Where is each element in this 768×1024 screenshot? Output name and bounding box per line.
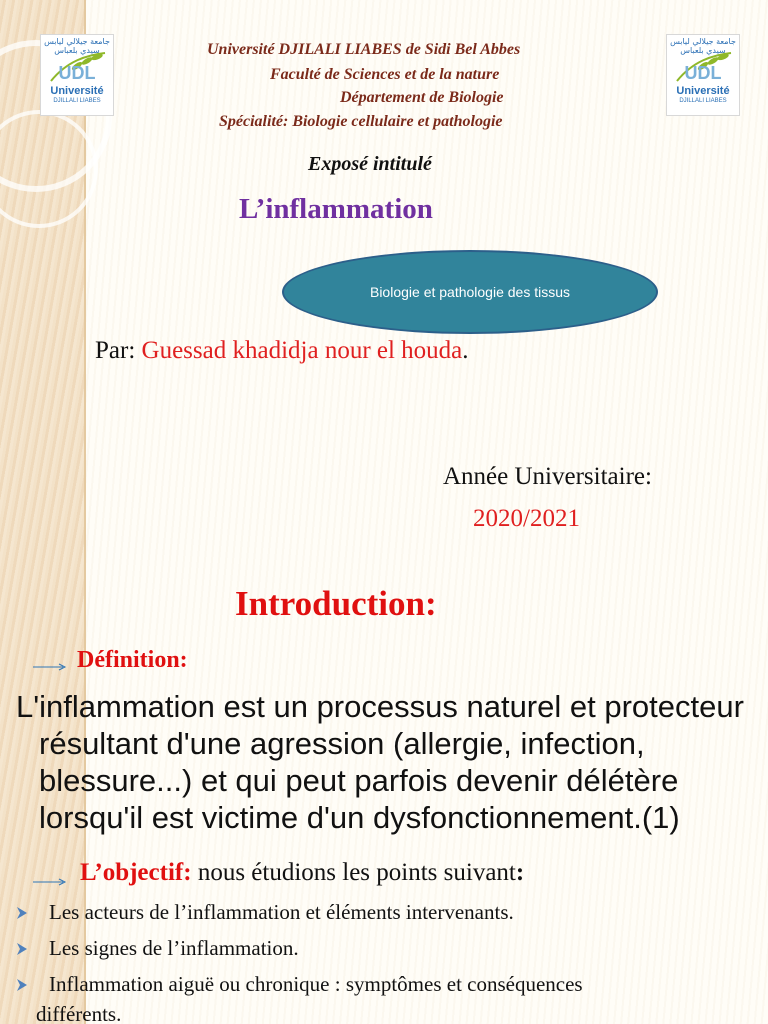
header-department: Département de Biologie	[340, 89, 504, 106]
arrow-right-icon	[33, 877, 67, 887]
header-faculty: Faculté de Sciences et de la nature	[270, 66, 500, 83]
academic-year-label: Année Universitaire:	[443, 463, 652, 490]
bullet-arrow-icon	[16, 906, 28, 920]
logo-arabic-text: جامعة جيلالي ليابس سيدي بلعباس	[44, 37, 110, 55]
subject-oval-text: Biologie et pathologie des tissus	[369, 284, 571, 300]
arrow-right-icon	[33, 662, 67, 672]
definition-line: blessure...) et qui peut parfois devenir délétère	[39, 763, 679, 798]
definition-line: L'inflammation est un processus naturel et protecteur	[16, 689, 744, 724]
header-speciality: Spécialité: Biologie cellulaire et pathologie	[219, 113, 503, 130]
expose-label: Exposé intitulé	[308, 153, 432, 175]
university-logo-right	[666, 34, 740, 116]
list-item-text: Les signes de l’inflammation.	[49, 936, 299, 960]
logo-arabic-text: جامعة جيلالي ليابس سيدي بلعباس	[670, 37, 736, 55]
author-prefix: Par	[95, 337, 129, 364]
author-suffix: .	[462, 337, 469, 364]
decorative-left-band	[0, 0, 86, 1024]
document-title: L’inflammation	[239, 193, 433, 225]
bullet-arrow-icon	[16, 942, 28, 956]
objective-colon: :	[515, 859, 525, 886]
logo-university-name: Université	[50, 85, 104, 97]
author-name: Guessad khadidja nour el houda	[141, 337, 463, 364]
list-item	[14, 936, 764, 972]
list-item-continuation: différents.	[36, 1002, 122, 1024]
definition-label: Définition:	[77, 647, 188, 673]
header-university: Université DJILALI LIABES de Sidi Bel Abbes	[207, 41, 521, 58]
list-item	[14, 900, 764, 936]
objective-line	[80, 859, 524, 887]
definition-line: lorsqu'il est victime d'un dysfonctionnement.(1)	[39, 800, 680, 835]
logo-university-sub: DJILLALI LIABES	[53, 98, 101, 104]
author-colon: :	[128, 337, 142, 364]
logo-mark: UDL	[684, 63, 722, 83]
logo-mark: UDL	[58, 63, 96, 83]
definition-line: résultant d'une agression (allergie, infection,	[39, 726, 645, 761]
objective-list	[14, 900, 764, 1024]
udl-emblem-icon	[47, 51, 107, 83]
list-item	[14, 972, 764, 1024]
list-item-text: Les acteurs de l’inflammation et éléments intervenants.	[49, 900, 514, 924]
logo-university-name: Université	[676, 85, 730, 97]
bullet-arrow-icon	[16, 978, 28, 992]
definition-paragraph	[16, 688, 764, 836]
university-logo-left	[40, 34, 114, 116]
list-item-text: Inflammation aiguë ou chronique : symptômes et conséquences	[49, 972, 583, 996]
author-line	[95, 337, 469, 365]
subject-oval	[282, 250, 658, 334]
academic-year-value: 2020/2021	[473, 505, 580, 532]
objective-text: nous étudions les points suivant	[191, 859, 516, 886]
objective-label: L’objectif:	[80, 859, 192, 886]
udl-emblem-icon	[673, 51, 733, 83]
introduction-heading: Introduction:	[235, 584, 437, 623]
logo-university-sub: DJILLALI LIABES	[679, 98, 727, 104]
